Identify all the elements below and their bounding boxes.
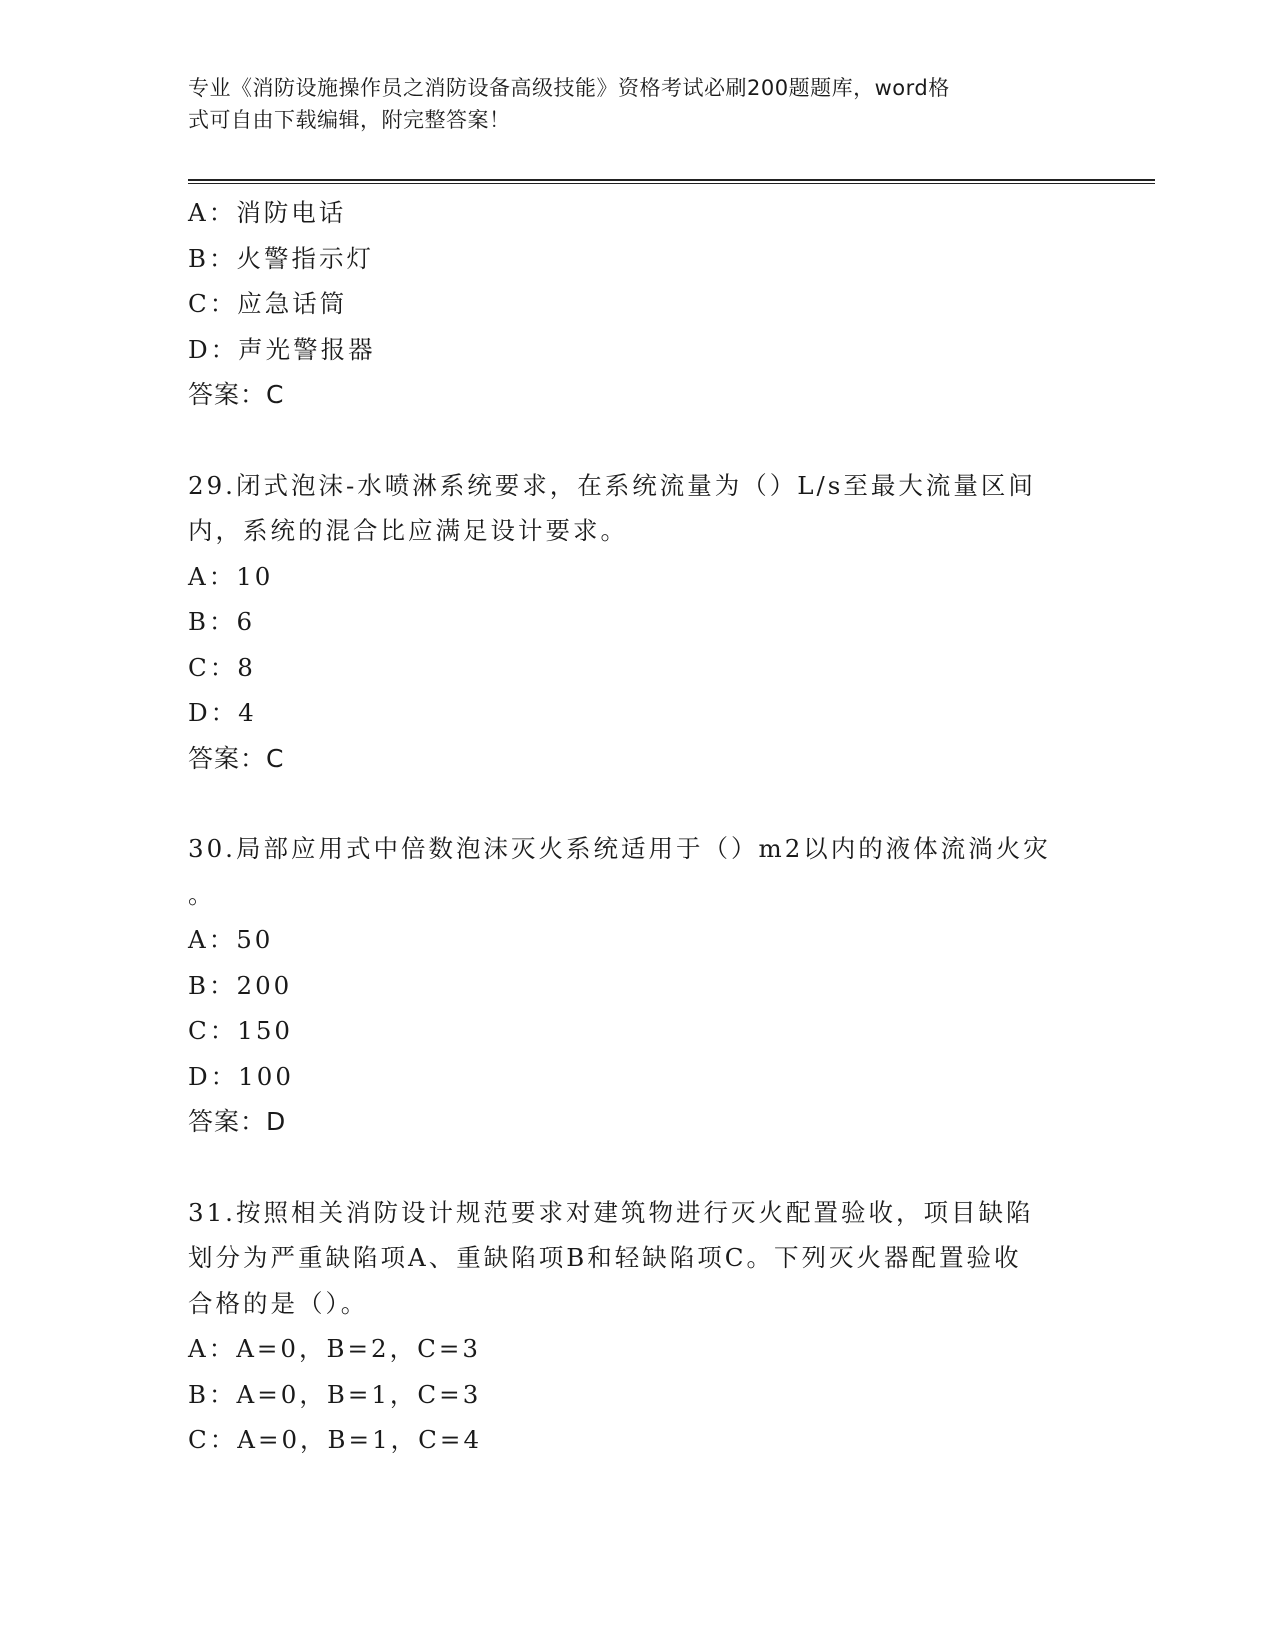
option-c: C：150 [188,1016,294,1045]
answer: 答案：C [188,380,285,409]
option-b: B：200 [188,970,293,1000]
option-a: A：50 [188,925,274,954]
question-text-line: 。 [188,879,216,909]
question-29 [188,463,1088,782]
option-b: B：A=0，B=1，C=3 [188,1379,482,1409]
spacer [188,1145,1088,1190]
option-c: C：应急话筒 [188,289,348,318]
question-list [188,190,1088,1463]
document-header [188,72,1068,136]
option-a: A：10 [188,561,274,591]
spacer [188,781,1088,826]
question-text-line: 31.按照相关消防设计规范要求对建筑物进行灭火配置验收，项目缺陷 [188,1197,1034,1227]
option-d: D：4 [188,698,257,727]
header-divider [188,179,1155,184]
question-31 [188,1190,1088,1463]
answer: 答案：D [188,1107,287,1136]
option-b: B：火警指示灯 [188,243,375,273]
answer: 答案：C [188,743,285,773]
option-a: A：消防电话 [188,198,347,227]
question-30 [188,826,1088,1145]
question-28 [188,190,1088,418]
option-d: D：100 [188,1061,294,1091]
question-text-line: 合格的是（）。 [188,1288,369,1318]
option-a: A：A=0，B=2，C=3 [188,1334,481,1363]
header-line-1: 专业《消防设施操作员之消防设备高级技能》资格考试必刷200题题库，word格 [188,76,950,100]
spacer [188,418,1088,463]
question-text-line: 内，系统的混合比应满足设计要求。 [188,516,628,545]
option-c: C：8 [188,652,256,682]
option-c: C：A=0，B=1，C=4 [188,1425,483,1454]
question-text-line: 30.局部应用式中倍数泡沫灭火系统适用于（）m2以内的液体流淌火灾 [188,834,1051,863]
question-text-line: 29.闭式泡沫-水喷淋系统要求，在系统流量为（）L/s至最大流量区间 [188,470,1036,500]
question-text-line: 划分为严重缺陷项A、重缺陷项B和轻缺陷项C。下列灭火器配置验收 [188,1243,1022,1272]
option-d: D：声光警报器 [188,334,376,364]
header-line-2: 式可自由下载编辑，附完整答案！ [188,108,511,132]
option-b: B：6 [188,607,256,636]
